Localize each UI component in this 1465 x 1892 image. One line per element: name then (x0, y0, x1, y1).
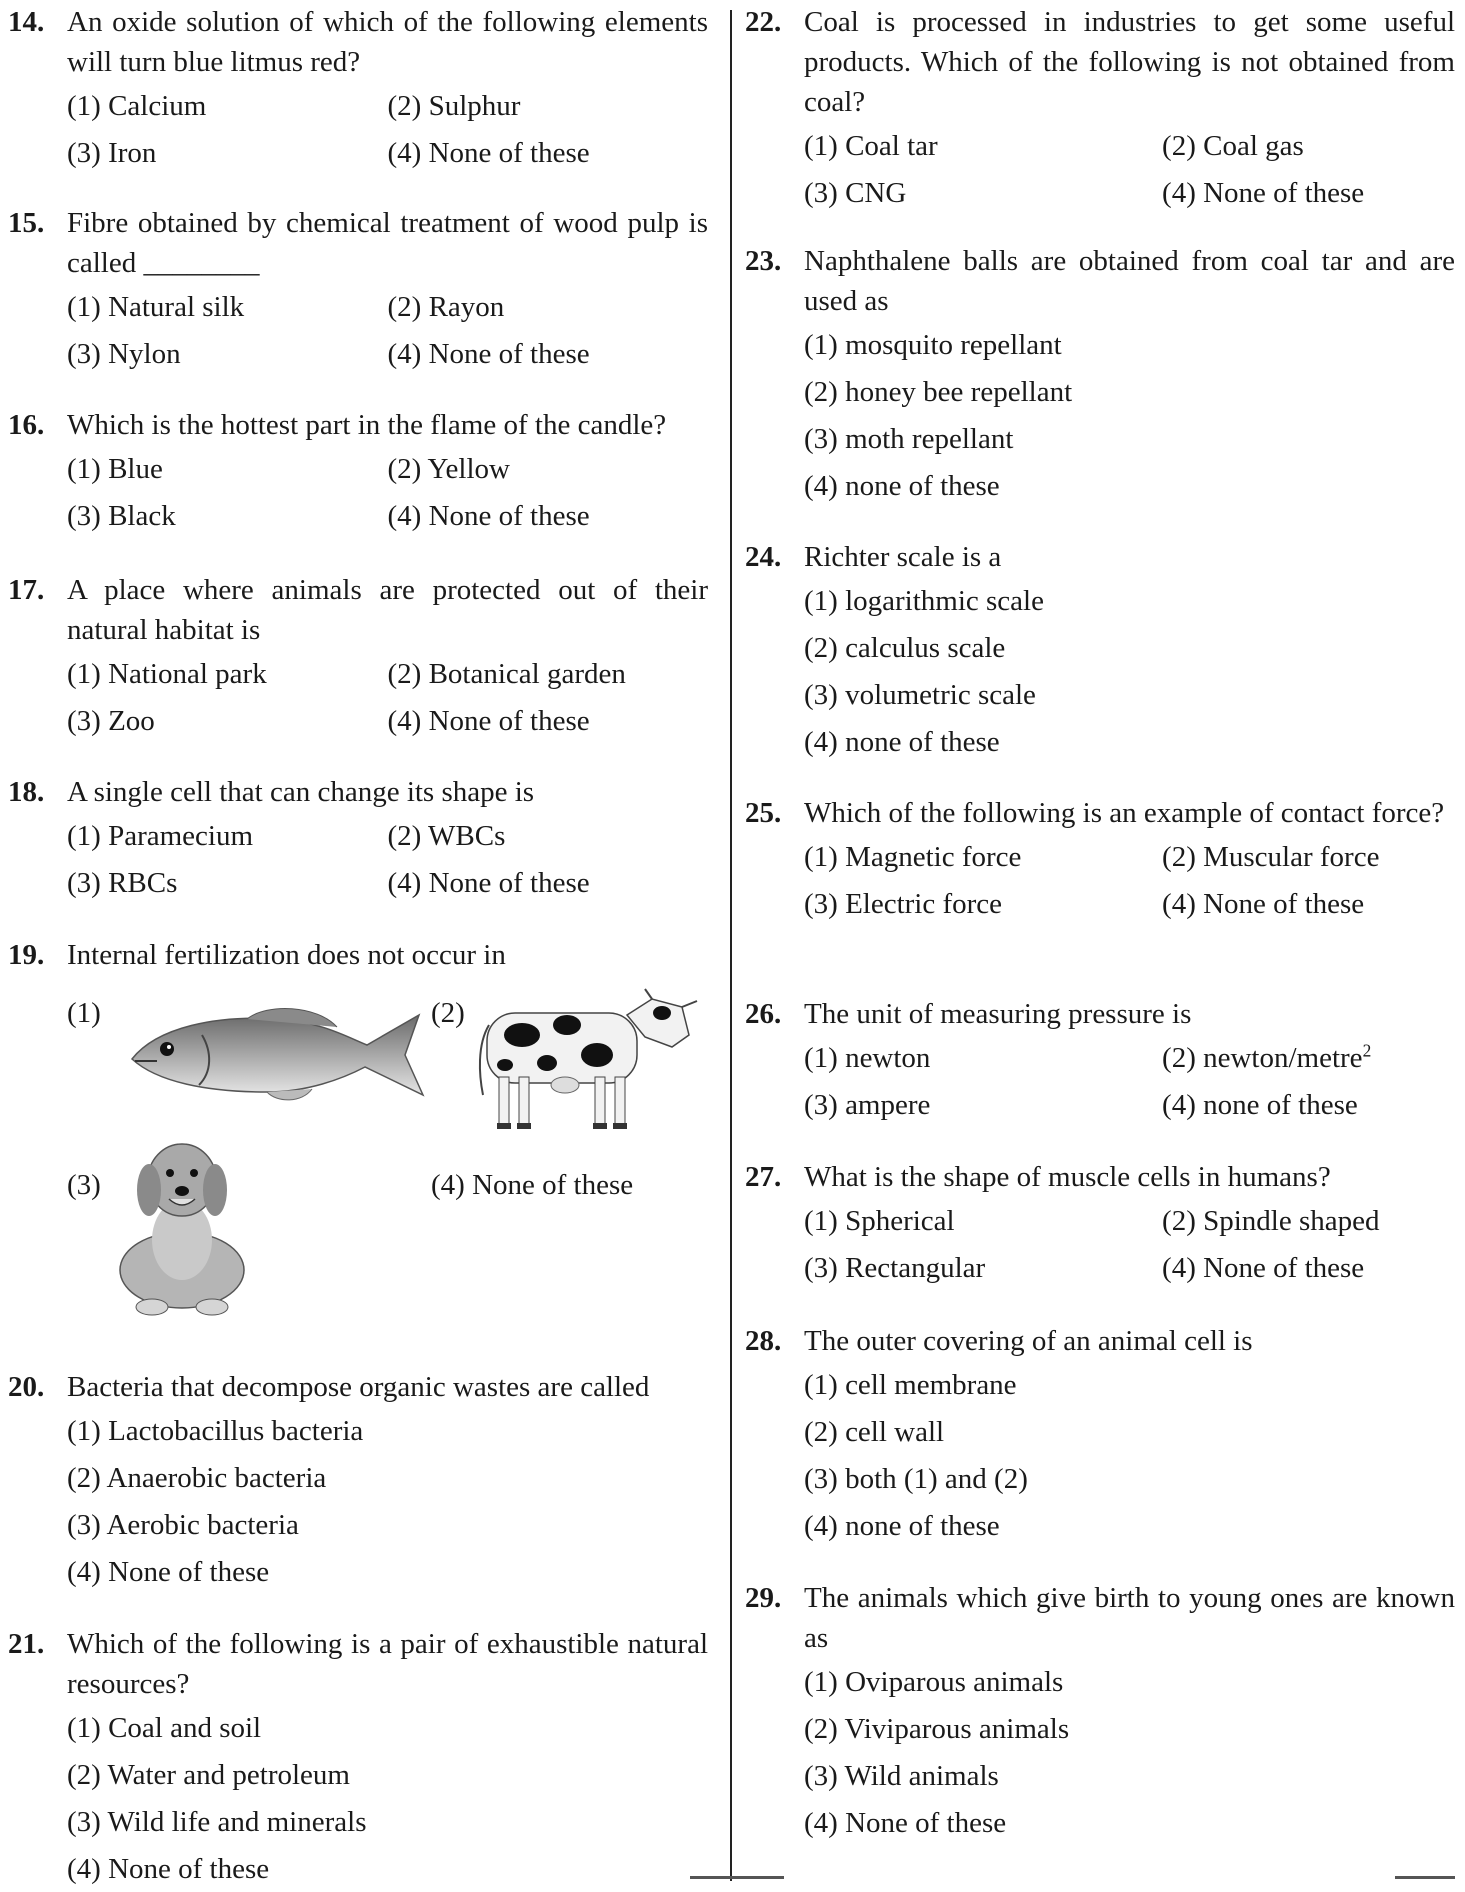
option-2[interactable]: (2) Rayon (387, 290, 505, 323)
question-number: 21. (8, 1628, 45, 1660)
option-1[interactable]: (1) Natural silk (67, 290, 245, 323)
option-1[interactable]: (1) cell membrane (804, 1368, 1017, 1401)
option-1[interactable]: (1) Oviparous animals (804, 1665, 1064, 1698)
option-1[interactable]: (1) mosquito repellant (804, 328, 1062, 361)
option-3[interactable]: (3) Zoo (67, 704, 155, 737)
option-1[interactable]: (1) Magnetic force (804, 840, 1022, 873)
option-3[interactable]: (3) Wild animals (804, 1759, 999, 1792)
options (67, 1407, 708, 1595)
question-number: 19. (8, 939, 45, 971)
question-text: A single cell that can change its shape is (67, 776, 535, 808)
option-2-text: (2) newton/metre (1162, 1041, 1363, 1074)
option-3[interactable]: (3) Wild life and minerals (67, 1805, 367, 1838)
option-3[interactable]: (3) Rectangular (804, 1251, 986, 1284)
question-text: A place where animals are protected out of their natural habitat is (67, 574, 708, 646)
option-2[interactable]: (2) (431, 997, 465, 1029)
column-divider (730, 10, 732, 1881)
option-3[interactable]: (3) CNG (804, 176, 907, 209)
options (804, 577, 1455, 765)
question-number: 27. (745, 1161, 782, 1193)
option-2[interactable]: (2) Anaerobic bacteria (67, 1461, 327, 1494)
question-text: Fibre obtained by chemical treatment of wood pulp is called ________ (67, 207, 708, 279)
options (67, 82, 708, 176)
question-18 (8, 772, 708, 906)
question-16 (8, 405, 708, 539)
question-number: 29. (745, 1582, 782, 1614)
option-4[interactable]: (4) none of these (804, 1509, 1000, 1542)
option-4[interactable]: (4) None of these (1162, 1251, 1365, 1284)
option-2[interactable]: (2) Botanical garden (387, 657, 626, 690)
option-3[interactable]: (3) Nylon (67, 337, 181, 370)
question-text: The unit of measuring pressure is (804, 998, 1192, 1030)
question-text: Internal fertilization does not occur in (67, 939, 506, 971)
question-22 (745, 2, 1455, 216)
option-2[interactable] (1162, 1038, 1465, 1078)
option-3[interactable]: (3) ampere (804, 1088, 931, 1121)
option-1[interactable]: (1) (67, 997, 101, 1029)
option-4[interactable]: (4) None of these (67, 1852, 270, 1885)
option-4[interactable]: (4) None of these (387, 866, 590, 899)
options (804, 122, 1455, 216)
question-14 (8, 2, 708, 176)
option-4[interactable]: (4) none of these (804, 469, 1000, 502)
question-text: An oxide solution of which of the following elements will turn blue litmus red? (67, 6, 708, 78)
question-text: The animals which give birth to young ones are known as (804, 1582, 1455, 1654)
option-2[interactable]: (2) Water and petroleum (67, 1758, 350, 1791)
question-24 (745, 537, 1455, 765)
question-number: 14. (8, 6, 45, 38)
options (67, 1704, 708, 1892)
question-text: The outer covering of an animal cell is (804, 1325, 1253, 1357)
option-1[interactable]: (1) Coal tar (804, 129, 938, 162)
option-4[interactable]: (4) None of these (387, 704, 590, 737)
option-4[interactable]: (4) None of these (1162, 887, 1365, 920)
footer-rule-center (690, 1876, 784, 1879)
option-2[interactable]: (2) calculus scale (804, 631, 1006, 664)
option-2[interactable]: (2) honey bee repellant (804, 375, 1073, 408)
options (67, 283, 708, 377)
option-3[interactable]: (3) Electric force (804, 887, 1003, 920)
question-number: 18. (8, 776, 45, 808)
question-20 (8, 1367, 708, 1595)
question-text: Richter scale is a (804, 541, 1002, 573)
question-number: 23. (745, 245, 782, 277)
option-1[interactable]: (1) Coal and soil (67, 1711, 262, 1744)
question-number: 26. (745, 998, 782, 1030)
options (804, 1658, 1455, 1846)
option-4[interactable]: (4) none of these (1162, 1088, 1358, 1121)
options (804, 321, 1455, 509)
option-2[interactable]: (2) cell wall (804, 1415, 945, 1448)
question-26 (745, 994, 1455, 1128)
option-3[interactable]: (3) moth repellant (804, 422, 1014, 455)
options (67, 650, 708, 744)
cow-image[interactable] (477, 985, 707, 1135)
question-17 (8, 570, 708, 744)
option-1[interactable]: (1) Paramecium (67, 819, 254, 852)
option-1[interactable]: (1) logarithmic scale (804, 584, 1044, 617)
options (804, 1361, 1455, 1549)
question-27 (745, 1157, 1455, 1291)
question-19 (8, 935, 708, 1320)
option-2[interactable]: (2) Muscular force (1162, 840, 1380, 873)
question-number: 16. (8, 409, 45, 441)
option-2[interactable]: (2) Coal gas (1162, 129, 1304, 162)
dog-image[interactable] (107, 1135, 257, 1320)
option-4[interactable]: (4) None of these (1162, 176, 1365, 209)
option-3[interactable]: (3) RBCs (67, 866, 178, 899)
question-number: 17. (8, 574, 45, 606)
option-4[interactable]: (4) None of these (387, 499, 590, 532)
question-text: Bacteria that decompose organic wastes are called (67, 1371, 650, 1403)
question-28 (745, 1321, 1455, 1549)
options (804, 1197, 1455, 1291)
question-number: 28. (745, 1325, 782, 1357)
question-number: 15. (8, 207, 45, 239)
question-text: Which of the following is a pair of exhaustible natural resources? (67, 1628, 708, 1700)
question-number: 24. (745, 541, 782, 573)
fish-image[interactable] (127, 997, 427, 1107)
option-1[interactable]: (1) Calcium (67, 89, 207, 122)
option-4[interactable]: (4) None of these (387, 337, 590, 370)
superscript-2: 2 (1362, 1039, 1372, 1060)
option-3[interactable]: (3) (67, 1169, 101, 1201)
question-text: Which of the following is an example of contact force? (804, 797, 1445, 829)
option-2[interactable]: (2) Sulphur (387, 89, 521, 122)
question-25 (745, 793, 1455, 927)
options (804, 1034, 1455, 1128)
option-1[interactable]: (1) Blue (67, 452, 163, 485)
option-4[interactable]: (4) None of these (804, 1806, 1007, 1839)
options (67, 975, 708, 1320)
option-4[interactable]: (4) None of these (387, 136, 590, 169)
question-23 (745, 241, 1455, 509)
question-text: Coal is processed in industries to get some useful products. Which of the following is not obtained from coal? (804, 6, 1455, 118)
question-text: Which is the hottest part in the flame of the candle? (67, 409, 667, 441)
question-text: What is the shape of muscle cells in humans? (804, 1161, 1331, 1193)
option-2[interactable]: (2) WBCs (387, 819, 506, 852)
option-1[interactable]: (1) National park (67, 657, 267, 690)
question-number: 25. (745, 797, 782, 829)
option-1[interactable]: (1) Lactobacillus bacteria (67, 1414, 364, 1447)
option-2[interactable]: (2) Viviparous animals (804, 1712, 1070, 1745)
option-3[interactable]: (3) Black (67, 499, 176, 532)
option-3[interactable]: (3) Aerobic bacteria (67, 1508, 299, 1541)
options (67, 445, 708, 539)
option-2[interactable]: (2) Yellow (387, 452, 510, 485)
option-4[interactable]: (4) none of these (804, 725, 1000, 758)
option-2[interactable]: (2) Spindle shaped (1162, 1204, 1380, 1237)
option-1[interactable]: (1) newton (804, 1041, 931, 1074)
option-1[interactable]: (1) Spherical (804, 1204, 955, 1237)
option-4[interactable]: (4) None of these (67, 1555, 270, 1588)
question-number: 20. (8, 1371, 45, 1403)
question-29 (745, 1578, 1455, 1846)
question-15 (8, 203, 708, 377)
option-3[interactable]: (3) both (1) and (2) (804, 1462, 1028, 1495)
question-number: 22. (745, 6, 782, 38)
option-3[interactable]: (3) volumetric scale (804, 678, 1036, 711)
option-4[interactable]: (4) None of these (431, 1169, 634, 1201)
options (67, 812, 708, 906)
options (804, 833, 1455, 927)
footer-rule-right (1395, 1876, 1455, 1879)
question-text: Naphthalene balls are obtained from coal tar and are used as (804, 245, 1455, 317)
option-3[interactable]: (3) Iron (67, 136, 157, 169)
question-21 (8, 1624, 708, 1892)
